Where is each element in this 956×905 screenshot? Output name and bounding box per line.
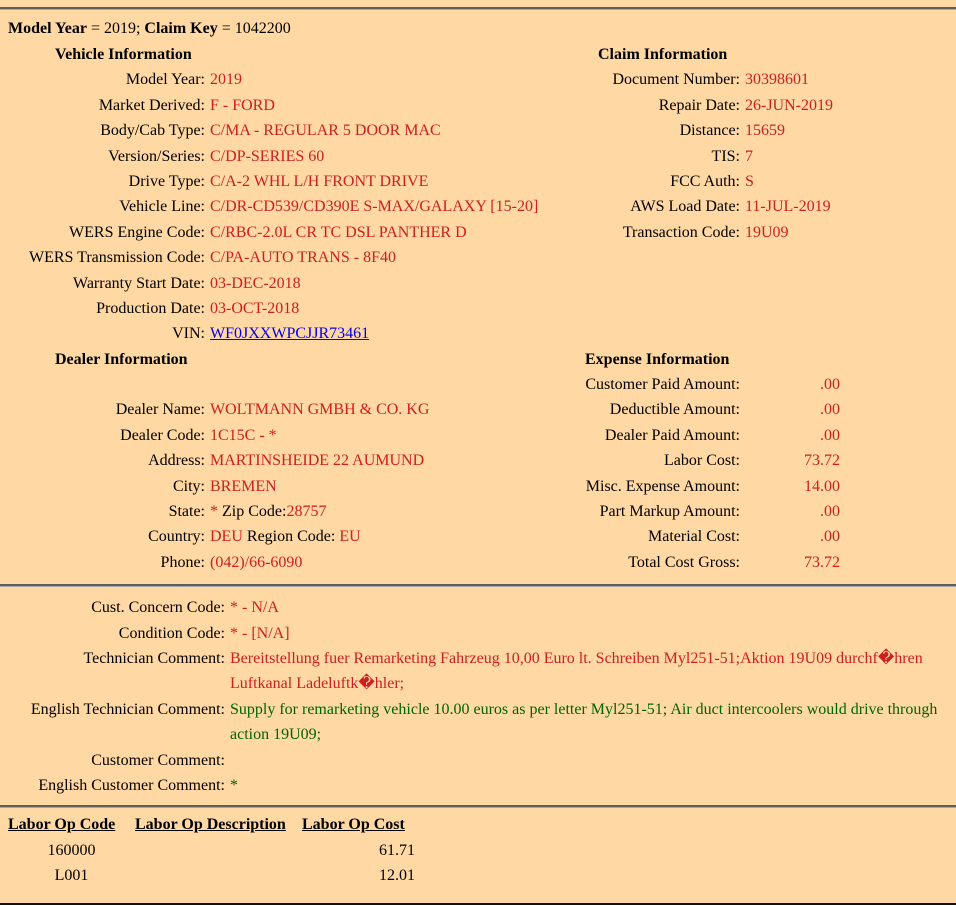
field-phone — [0, 550, 478, 575]
field-english-customer-comment — [0, 773, 956, 798]
labor-op-description-cell — [135, 838, 302, 863]
field-label: FCC Auth: — [670, 172, 740, 190]
field-value: 7 — [745, 147, 753, 165]
field-country-region — [0, 524, 478, 549]
field-label: Labor Cost: — [664, 452, 740, 470]
field-value: C/PA-AUTO TRANS - 8F40 — [210, 249, 396, 267]
labor-op-description-cell — [135, 863, 302, 888]
field-tis — [478, 144, 956, 169]
region-code-label: Region Code: — [242, 528, 340, 546]
field-cust-concern-code — [0, 595, 956, 620]
field-label: Warranty Start Date: — [73, 274, 205, 292]
comments-section — [0, 595, 956, 798]
region-code-value: EU — [339, 528, 361, 546]
field-drive-type — [0, 169, 478, 194]
field-deductible-amount — [478, 397, 956, 422]
field-label: WERS Transmission Code: — [28, 249, 205, 267]
field-label: Cust. Concern Code: — [91, 599, 225, 617]
field-label: Drive Type: — [128, 172, 205, 190]
field-value: * — [230, 777, 238, 795]
expense-info-heading: Expense Information — [585, 350, 730, 368]
field-label: State: — [168, 503, 205, 521]
field-vin — [0, 321, 478, 346]
expense-info-column — [478, 347, 956, 576]
field-label: Total Cost Gross: — [628, 553, 740, 571]
title-model-year-value: = 2019; — [86, 20, 145, 37]
field-value: * - [N/A] — [230, 624, 290, 642]
dealer-expense-section — [0, 347, 956, 576]
top-rule — [0, 7, 956, 10]
field-label: Dealer Paid Amount: — [604, 426, 740, 444]
field-label: Customer Comment: — [91, 751, 225, 769]
field-distance — [478, 118, 956, 143]
field-value: 03-OCT-2018 — [210, 299, 300, 317]
country-value: DEU — [210, 528, 243, 546]
field-value: C/RBC-2.0L CR TC DSL PANTHER D — [210, 223, 467, 241]
dealer-info-column — [0, 347, 478, 576]
field-body-cab-type — [0, 118, 478, 143]
field-label: AWS Load Date: — [630, 198, 740, 216]
field-label: Dealer Name: — [115, 401, 205, 419]
field-value: S — [745, 172, 754, 190]
field-value: 73.72 — [804, 553, 840, 571]
field-label: English Technician Comment: — [30, 700, 225, 718]
field-label: Customer Paid Amount: — [585, 376, 740, 394]
field-value: MARTINSHEIDE 22 AUMUND — [210, 452, 425, 470]
field-wers-engine-code — [0, 220, 478, 245]
claim-info-column — [478, 42, 956, 347]
field-value: C/DP-SERIES 60 — [210, 147, 325, 165]
field-wers-transmission-code — [0, 245, 478, 270]
field-misc-expense-amount — [478, 474, 956, 499]
field-city — [0, 474, 478, 499]
field-label: City: — [172, 477, 205, 495]
field-transaction-code — [478, 220, 956, 245]
page-title — [0, 16, 956, 42]
field-value: C/MA - REGULAR 5 DOOR MAC — [210, 122, 441, 140]
field-labor-cost — [478, 448, 956, 473]
field-value: Supply for remarketing vehicle 10.00 euros as per letter Myl251-51; Air duct intercoolers would drive through action 19U09; — [230, 700, 942, 744]
state-value: * — [210, 503, 218, 521]
field-value: 14.00 — [804, 477, 840, 495]
field-state-zip — [0, 499, 478, 524]
field-label: Model Year: — [125, 71, 205, 89]
field-value — [230, 748, 944, 773]
field-document-number — [478, 67, 956, 92]
title-claim-key-label: Claim Key — [144, 20, 218, 37]
field-label: Vehicle Line: — [119, 198, 205, 216]
labor-op-table — [8, 812, 415, 888]
field-label: Production Date: — [96, 299, 205, 317]
field-model-year — [0, 67, 478, 92]
title-claim-key-value: = 1042200 — [217, 20, 291, 37]
claim-info-heading: Claim Information — [598, 46, 728, 63]
field-label: Technician Comment: — [83, 650, 225, 668]
field-label: Repair Date: — [658, 96, 740, 114]
field-technician-comment — [0, 646, 956, 697]
field-warranty-start-date — [0, 271, 478, 296]
labor-op-code-cell: L001 — [54, 866, 89, 884]
field-value: .00 — [820, 376, 840, 394]
field-value: * - N/A — [230, 599, 279, 617]
field-value: .00 — [820, 401, 840, 419]
field-material-cost — [478, 524, 956, 549]
field-label: Address: — [148, 452, 205, 470]
field-label: Deductible Amount: — [609, 401, 740, 419]
field-value: Bereitstellung fuer Remarketing Fahrzeug 10,00 Euro lt. Schreiben Myl251-51;Aktion 19U09 durchf�hren Luftkanal Ladeluftk�hler; — [230, 650, 927, 693]
zip-code-label: Zip Code: — [218, 503, 287, 521]
field-label: Transaction Code: — [622, 223, 740, 241]
field-label: English Customer Comment: — [38, 777, 225, 795]
field-dealer-code — [0, 423, 478, 448]
field-dealer-paid-amount — [478, 423, 956, 448]
field-value: 2019 — [210, 71, 242, 89]
field-value: 03-DEC-2018 — [210, 274, 301, 292]
field-label: Country: — [148, 528, 205, 546]
field-customer-comment — [0, 748, 956, 773]
field-label: Distance: — [679, 122, 740, 140]
labor-op-description-header: Labor Op Description — [135, 816, 286, 834]
field-label: VIN: — [172, 325, 205, 343]
dealer-info-heading: Dealer Information — [55, 350, 188, 368]
field-value: 73.72 — [804, 452, 840, 470]
field-label: Dealer Code: — [120, 426, 205, 444]
vin-link[interactable]: WF0JXXWPCJJR73461 — [210, 325, 370, 343]
field-condition-code — [0, 621, 956, 646]
field-total-cost-gross — [478, 550, 956, 575]
table-row — [8, 863, 415, 888]
field-repair-date — [478, 93, 956, 118]
table-row — [8, 838, 415, 863]
labor-op-cost-cell: 61.71 — [379, 841, 415, 859]
field-label: Document Number: — [612, 71, 740, 89]
field-part-markup-amount — [478, 499, 956, 524]
section-divider-rule — [0, 584, 956, 587]
field-value: (042)/66-6090 — [210, 553, 303, 571]
vehicle-info-column — [0, 42, 539, 347]
labor-table-header-row — [8, 812, 415, 837]
table-divider-rule — [0, 805, 956, 808]
field-value: .00 — [820, 426, 840, 444]
field-label: Market Derived: — [98, 96, 205, 114]
field-value: .00 — [820, 503, 840, 521]
labor-op-cost-cell: 12.01 — [379, 866, 415, 884]
field-version-series — [0, 144, 478, 169]
field-aws-load-date — [478, 194, 956, 219]
field-dealer-name — [0, 397, 478, 422]
labor-op-code-header: Labor Op Code — [8, 816, 116, 834]
field-vehicle-line — [0, 194, 539, 219]
field-label: WERS Engine Code: — [69, 223, 205, 241]
field-label: Part Markup Amount: — [599, 503, 740, 521]
field-value: 30398601 — [745, 71, 809, 89]
field-fcc-auth — [478, 169, 956, 194]
field-value: 1C15C - * — [210, 426, 277, 444]
field-value: 19U09 — [745, 223, 789, 241]
field-value: WOLTMANN GMBH & CO. KG — [210, 401, 430, 419]
field-value: 11-JUL-2019 — [745, 198, 831, 216]
field-value: BREMEN — [210, 477, 277, 495]
field-label: TIS: — [711, 147, 740, 165]
vehicle-info-heading: Vehicle Information — [55, 46, 192, 63]
labor-op-code-cell: 160000 — [47, 841, 96, 859]
vehicle-claim-section — [0, 42, 956, 347]
field-market-derived — [0, 93, 478, 118]
field-value: 26-JUN-2019 — [745, 96, 833, 114]
field-value: 15659 — [745, 122, 785, 140]
field-label: Body/Cab Type: — [100, 122, 205, 140]
field-address — [0, 448, 478, 473]
field-label: Version/Series: — [108, 147, 205, 165]
field-production-date — [0, 296, 478, 321]
field-customer-paid-amount — [478, 372, 956, 397]
field-label: Phone: — [160, 553, 205, 571]
field-value: C/A-2 WHL L/H FRONT DRIVE — [210, 172, 429, 190]
field-label: Misc. Expense Amount: — [585, 477, 740, 495]
field-english-technician-comment — [0, 697, 956, 748]
field-value: F - FORD — [210, 96, 275, 114]
field-label: Material Cost: — [648, 528, 740, 546]
labor-op-cost-header: Labor Op Cost — [302, 816, 405, 834]
zip-code-value: 28757 — [286, 503, 327, 521]
field-value: C/DR-CD539/CD390E S-MAX/GALAXY [15-20] — [210, 198, 539, 216]
field-label: Condition Code: — [118, 624, 225, 642]
title-model-year-label: Model Year — [8, 20, 87, 37]
dealer-spacer-row — [0, 372, 478, 397]
field-value: .00 — [820, 528, 840, 546]
